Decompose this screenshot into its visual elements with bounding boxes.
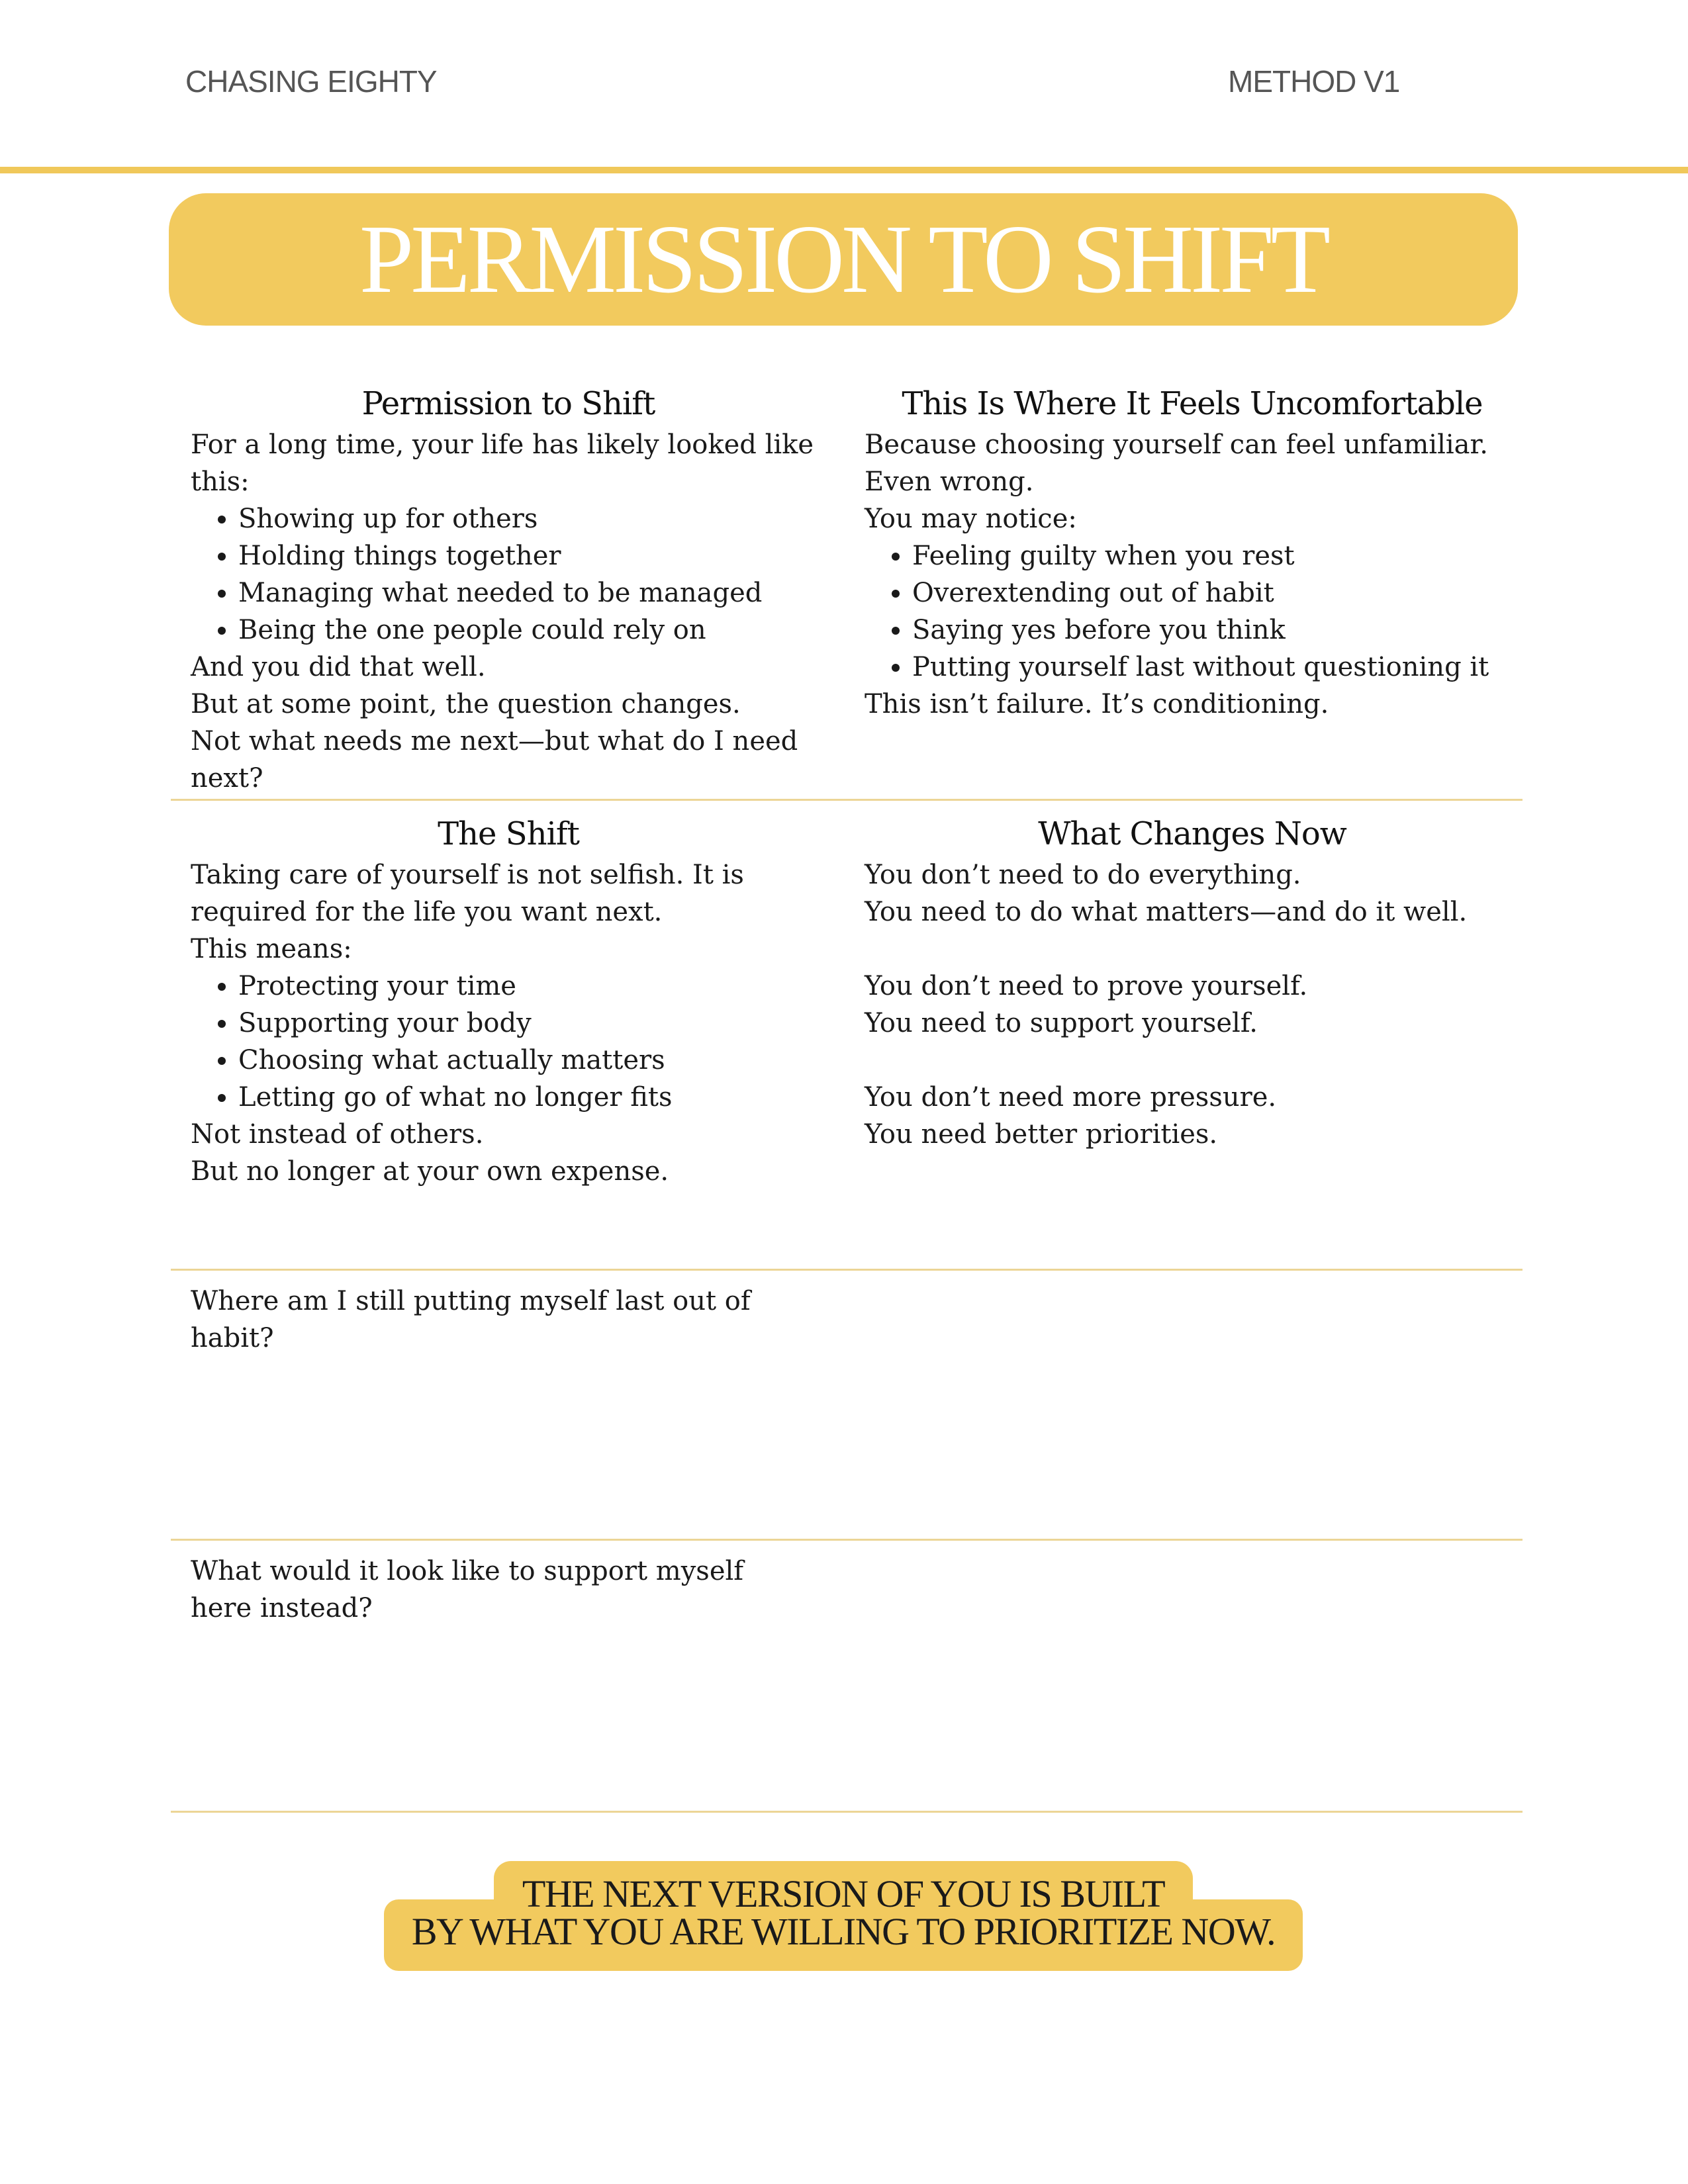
line-spacer: [865, 1042, 1520, 1079]
section-heading: What Changes Now: [1038, 815, 1346, 852]
list-item: • Putting yourself last without questioning it: [912, 649, 1520, 686]
list-item: • Holding things together: [238, 537, 826, 574]
bullet-list: [865, 537, 1520, 686]
top-divider: [0, 167, 1688, 173]
section-intro: For a long time, your life has likely looked like this:: [191, 430, 814, 497]
section-the-shift: [191, 813, 826, 1190]
list-item: • Protecting your time: [238, 968, 826, 1005]
section-divider: [171, 799, 1523, 801]
section-text: You may notice:: [865, 504, 1077, 534]
section-text: You need better priorities.: [865, 1119, 1218, 1150]
list-item: • Being the one people could rely on: [238, 612, 826, 649]
section-permission-to-shift: [191, 383, 826, 797]
section-text: And you did that well.: [191, 652, 486, 682]
list-item: • Feeling guilty when you rest: [912, 537, 1520, 574]
closing-quote-line: BY WHAT YOU ARE WILLING TO PRIORITIZE NOW.: [411, 1910, 1276, 1953]
brand-name: CHASING EIGHTY: [185, 64, 437, 99]
section-divider: [171, 1811, 1523, 1813]
bullet-list: [191, 968, 826, 1116]
section-text: Not what needs me next—but what do I need next?: [191, 726, 798, 794]
section-what-changes-now: [865, 813, 1520, 1153]
reflection-prompt: Where am I still putting myself last out of habit?: [191, 1286, 751, 1353]
section-text: You don’t need to do everything.: [865, 860, 1301, 890]
section-divider: [171, 1269, 1523, 1271]
section-text: You need to do what matters—and do it well.: [865, 897, 1468, 927]
list-item: • Letting go of what no longer fits: [238, 1079, 826, 1116]
closing-quote-line: THE NEXT VERSION OF YOU IS BUILT: [522, 1872, 1165, 1915]
page-title: PERMISSION TO SHIFT: [359, 205, 1328, 314]
section-divider: [171, 1539, 1523, 1541]
list-item: • Showing up for others: [238, 500, 826, 537]
section-intro: Taking care of yourself is not selfish. It is required for the life you want next.: [191, 860, 744, 927]
section-text: But at some point, the question changes.: [191, 689, 741, 719]
title-banner: [169, 193, 1518, 326]
section-heading: The Shift: [438, 815, 579, 852]
section-text: This means:: [191, 934, 352, 964]
method-label: METHOD V1: [1228, 64, 1400, 99]
section-text: Not instead of others.: [191, 1119, 484, 1150]
list-item: • Overextending out of habit: [912, 574, 1520, 612]
list-item: • Managing what needed to be managed: [238, 574, 826, 612]
section-text: You don’t need to prove yourself.: [865, 971, 1308, 1001]
section-intro: Because choosing yourself can feel unfamiliar. Even wrong.: [865, 430, 1488, 497]
section-text: This isn’t failure. It’s conditioning.: [865, 689, 1329, 719]
bullet-list: [191, 500, 826, 649]
list-item: • Saying yes before you think: [912, 612, 1520, 649]
reflection-prompt: What would it look like to support myself here instead?: [191, 1556, 744, 1623]
section-text: You don’t need more pressure.: [865, 1082, 1277, 1113]
list-item: • Supporting your body: [238, 1005, 826, 1042]
section-text: But no longer at your own expense.: [191, 1156, 669, 1187]
section-heading: Permission to Shift: [361, 385, 655, 422]
section-heading: This Is Where It Feels Uncomfortable: [902, 385, 1483, 422]
line-spacer: [865, 931, 1520, 968]
section-text: You need to support yourself.: [865, 1008, 1258, 1038]
list-item: • Choosing what actually matters: [238, 1042, 826, 1079]
section-uncomfortable: [865, 383, 1520, 723]
